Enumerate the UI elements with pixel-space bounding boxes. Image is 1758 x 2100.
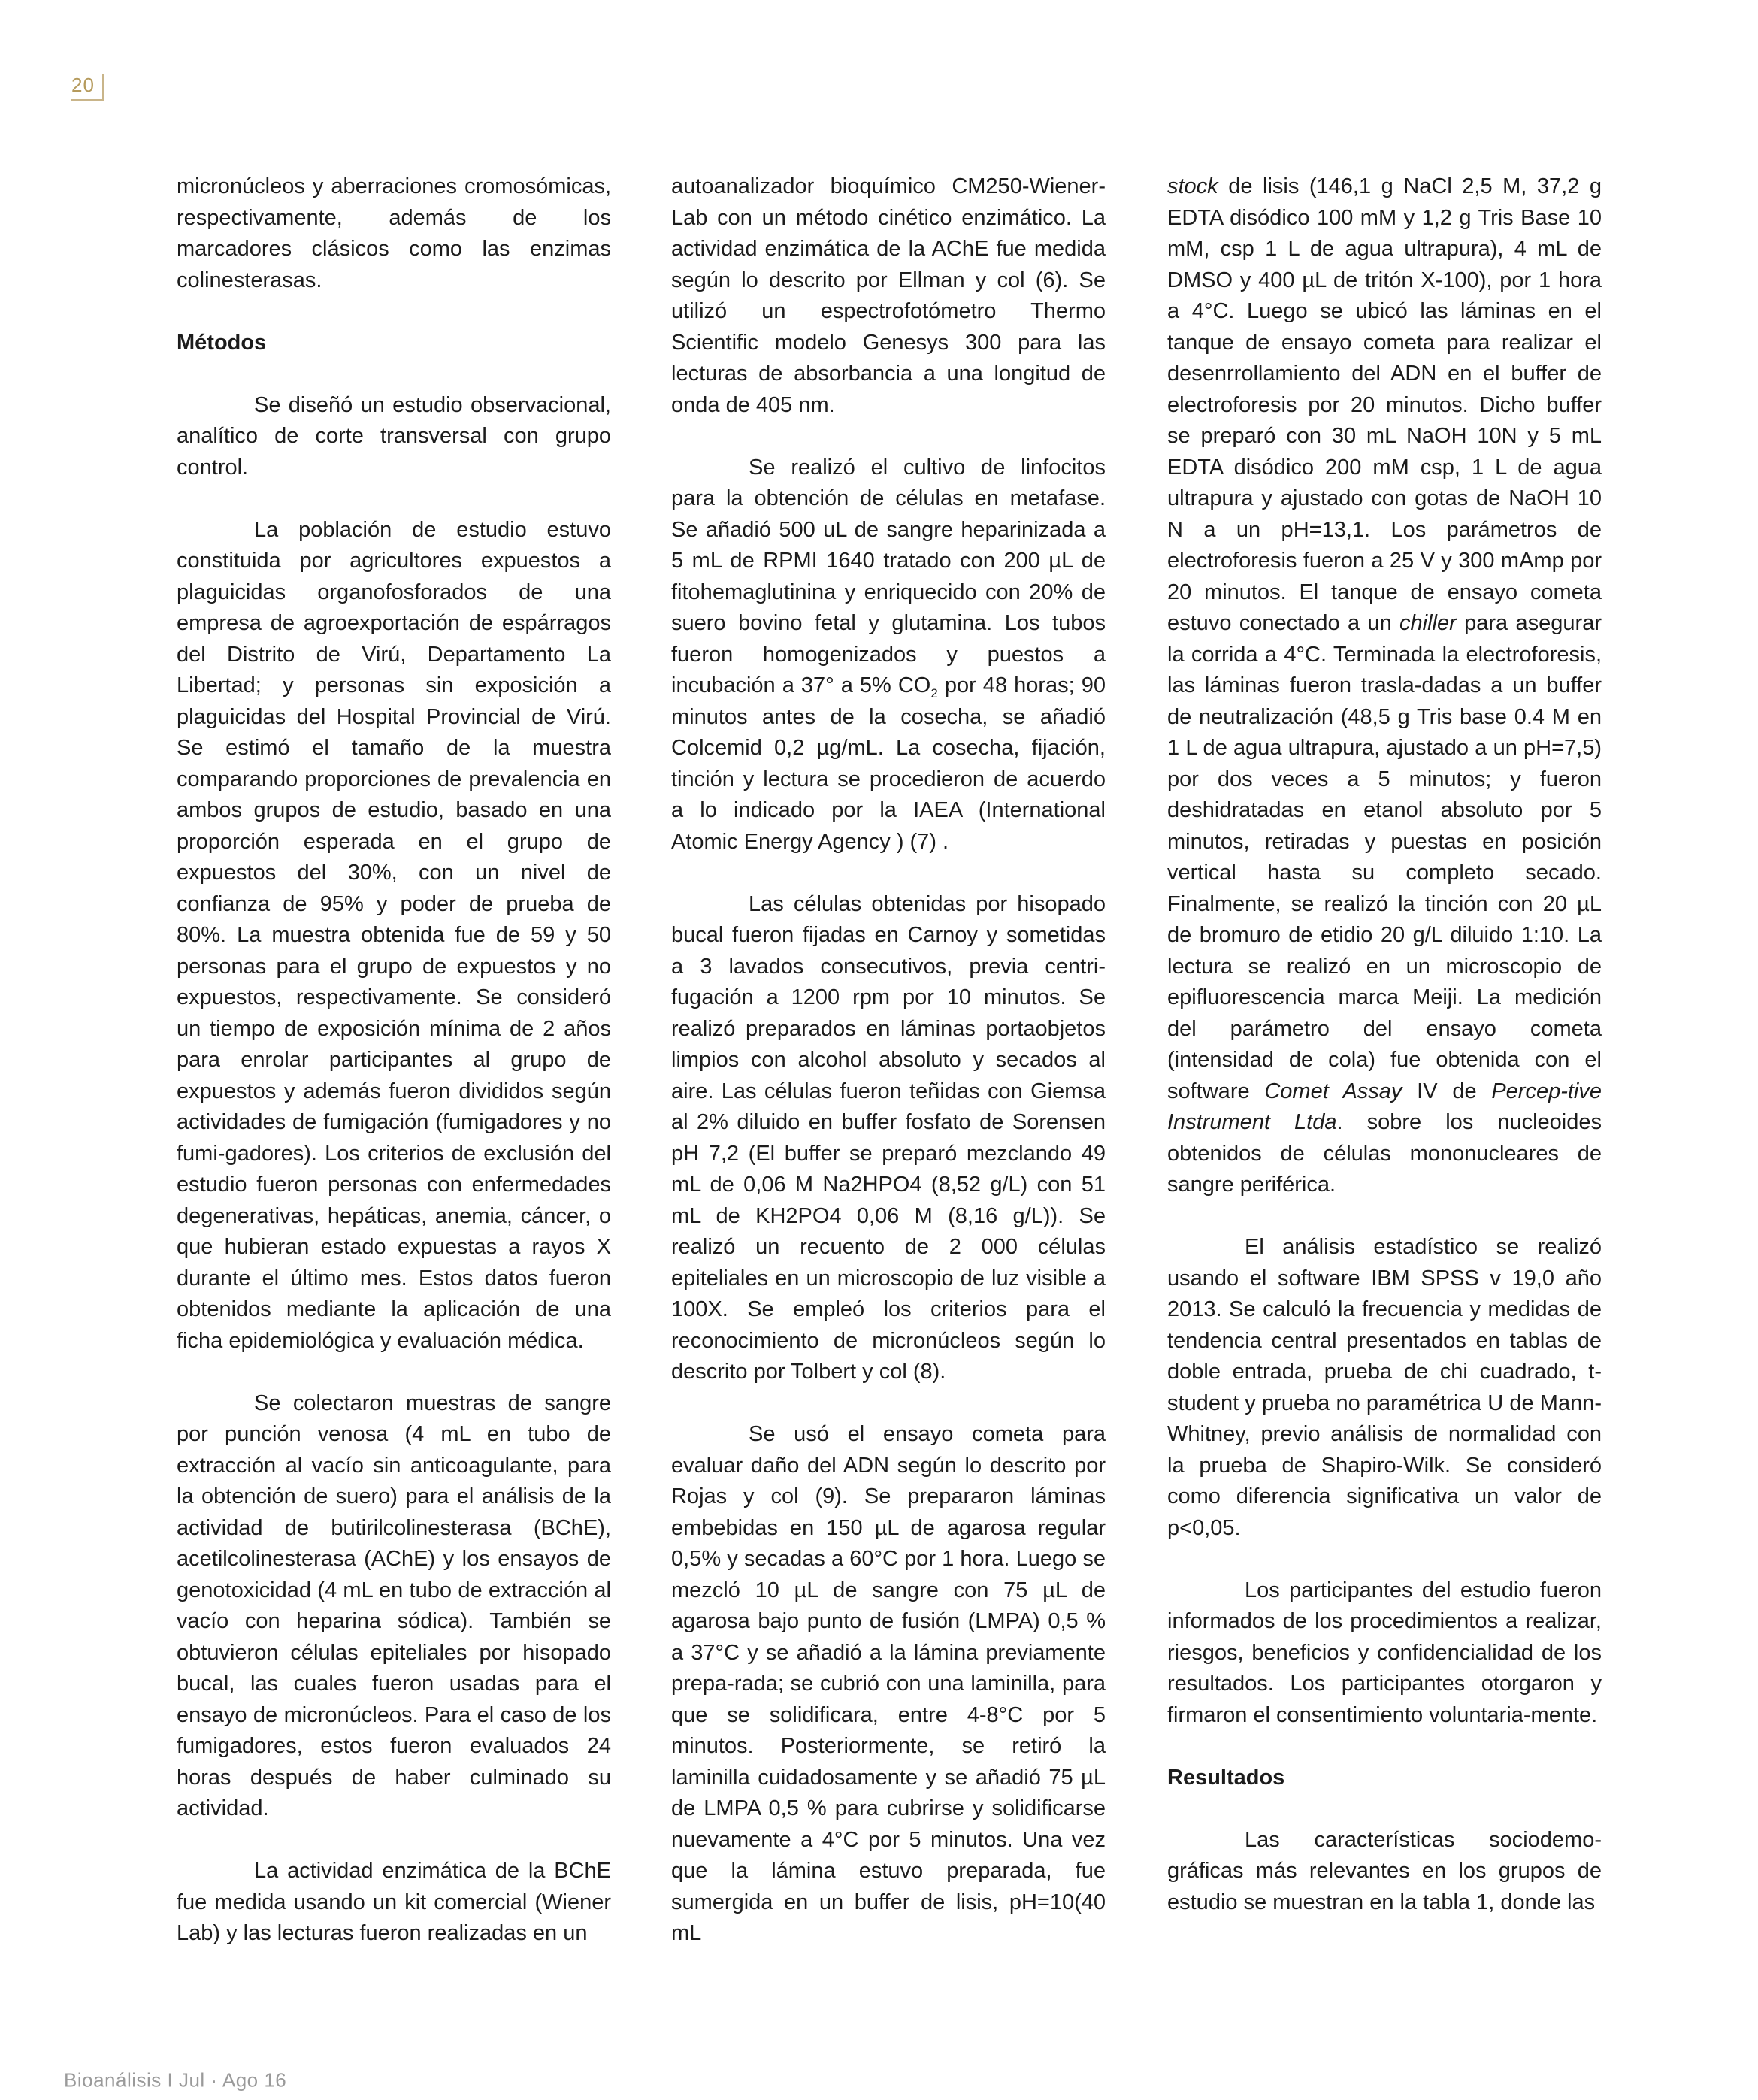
col1-paragraph-4: Se colectaron muestras de sangre por punción venosa (4 mL en tubo de extracción al vacío sin anticoagulante, para la obtención de suero) para el análisis de la actividad de butirilcolinesterasa (BChE), acetilcolinesterasa (AChE) y los ensayos de genotoxicidad (4 mL en tubo de extracción al vacío con heparina sódica). También se obtuvieron células epiteliales por hisopado bucal, las cuales fueron usadas para el ensayo de micronúcleos. Para el caso de los fumigadores, estos fueron evaluados 24 horas después de haber culminado su actividad. [177,1390,611,1820]
col1-paragraph-5: La actividad enzimática de la BChE fue medida usando un kit comercial (Wiener Lab) y las lecturas fueron realizadas en un [177,1859,611,1945]
subscript-2: 2 [930,685,938,701]
col2-paragraph-4: Se usó el ensayo cometa para evaluar daño del ADN según lo descrito por Rojas y col (9). Se prepararon láminas embebidas en 150 µL de agarosa regular 0,5% y secadas a 60°C por 1 hora. Luego se mezcló 10 µL de sangre con 75 µL de agarosa bajo punto de fusión (LMPA) 0,5 % a 37°C y se añadió a la lámina previamente prepa-rada; se cubrió con una laminilla, para que se solidificara, entre 4-8°C por 5 minutos. Posteriormente, se retiró la laminilla cuidadosamente y se añadió 75 µL de LMPA 0,5 % para cubrirse y solidificarse nuevamente a 4°C por 5 minutos. Una vez que la lámina estuvo preparada, fue sumergida en un buffer de lisis, pH=10(40 mL [671,1422,1106,1945]
page-number: 20 [71,74,104,101]
column-3 [1167,171,1602,1918]
heading-methods: Métodos [177,330,267,355]
footer: Bioanálisis I Jul · Ago 16 [64,2068,287,2092]
col3-paragraph-1: stock de lisis (146,1 g NaCl 2,5 M, 37,2 g EDTA disódico 100 mM y 1,2 g Tris Base 10 mM, csp 1 L de agua ultrapura), 4 mL de DMSO y 400 µL de tritón X-100), por 1 hora a 4°C. Luego se ubicó las láminas en el tanque de ensayo cometa para realizar el desenrrollamiento del ADN en el buffer de electroforesis por 20 minutos. Dicho buffer se preparó con 30 mL NaOH 10N y 5 mL EDTA disódico 200 mM csp, 1 L de agua ultrapura y ajustado con gotas de NaOH 10 N a un pH=13,1. Los parámetros de electroforesis fueron a 25 V y 300 mAmp por 20 minutos. El tanque de ensayo cometa estuvo conectado a un chiller para asegurar la corrida a 4°C. Terminada la electroforesis, las láminas fueron trasla-dadas a un buffer de neutralización (48,5 g Tris base 0.4 M en 1 L de agua ultrapura, ajustado a un pH=7,5) por dos veces a 5 minutos; y fueron deshidratadas en etanol absoluto por 5 minutos, retiradas y puestas en posición vertical hasta su completo secado. Finalmente, se realizó la tinción con 20 µL de bromuro de etidio 20 g/L diluido 1:10. La lectura se realizó en un microscopio de epifluorescencia marca Meiji. La medición del parámetro del ensayo cometa (intensidad de cola) fue obtenida con el software Comet Assay IV de Percep-tive Instrument Ltda. sobre los nucleoides obtenidos de células mononucleares de sangre periférica. [1167,174,1602,1197]
heading-results: Resultados [1167,1765,1285,1790]
col1-paragraph-3: La población de estudio estuvo constituida por agricultores expuestos a plaguicidas organofosforados de una empresa de agroexportación de espárragos del Distrito de Virú, Departamento La Libertad; y personas sin exposición a plaguicidas del Hospital Provincial de Virú. Se estimó el tamaño de la muestra comparando proporciones de prevalencia en ambos grupos de estudio, basado en una proporción esperada en el grupo de expuestos del 30%, con un nivel de confianza de 95% y poder de prueba de 80%. La muestra obtenida fue de 59 y 50 personas para el grupo de expuestos y no expuestos, respectivamente. Se consideró un tiempo de exposición mínima de 2 años para enrolar participantes al grupo de expuestos y además fueron divididos según actividades de fumigación (fumigadores y no fumi-gadores). Los criterios de exclusión del estudio fueron personas con enfermedades degenerativas, hepáticas, anemia, cáncer, o que hubieran estado expuestas a rayos X durante el último mes. Estos datos fueron obtenidos mediante la aplicación de una ficha epidemiológica y evaluación médica. [177,517,611,1353]
col3-paragraph-4: Las características sociodemo-gráficas más relevantes en los grupos de estudio se muestran en la tabla 1, donde las [1167,1827,1602,1914]
col2-paragraph-1: autoanalizador bioquímico CM250-Wiener-Lab con un método cinético enzimático. La actividad enzimática de la AChE fue medida según lo descrito por Ellman y col (6). Se utilizó un espectrofotómetro Thermo Scientific modelo Genesys 300 para las lecturas de absorbancia a una longitud de onda de 405 nm. [671,174,1106,417]
column-1 [177,171,611,1950]
col3-paragraph-2: El análisis estadístico se realizó usando el software IBM SPSS v 19,0 año 2013. Se calculó la frecuencia y medidas de tendencia central presentados en tablas de doble entrada, prueba de chi cuadrado, t-student y prueba no paramétrica U de Mann-Whitney, previo análisis de normalidad con la prueba de Shapiro-Wilk. Se consideró como diferencia significativa un valor de p<0,05. [1167,1235,1602,1540]
col1-paragraph-2: Se diseñó un estudio observacional, analítico de corte transversal con grupo control. [177,392,611,480]
col2-paragraph-2: Se realizó el cultivo de linfocitos para la obtención de células en metafase. Se añadió 500 uL de sangre heparinizada a 5 mL de RPMI 1640 tratado con 200 µL de fitohemaglutinina y enriquecido con 20% de suero bovino fetal y glutamina. Los tubos fueron homogenizados y puestos a incubación a 37° a 5% $CO_2$ por 48 horas; 90 minutos antes de la cosecha, se añadió Colcemid 0,2 µg/mL. La cosecha, fijación, tinción y lectura se procedieron de acuerdo a lo indicado por la IAEA (International Atomic Energy Agency ) (7) . [671,455,1106,854]
column-2 [671,171,1106,1950]
col2-paragraph-3: Las células obtenidas por hisopado bucal fueron fijadas en Carnoy y sometidas a 3 lavados consecutivos, previa centri-fugación a 1200 rpm por 10 minutos. Se realizó preparados en láminas portaobjetos limpios con alcohol absoluto y secados al aire. Las células fueron teñidas con Giemsa al 2% diluido en buffer fosfato de Sorensen pH 7,2 (El buffer se preparó mezclando 49 mL de 0,06 M Na2HPO4 (8,52 g/L) con 51 mL de KH2PO4 0,06 M (8,16 g/L)). Se realizó un recuento de 2 000 células epiteliales en un microscopio de luz visible a 100X. Se empleó los criterios para el reconocimiento de micronúcleos según lo descrito por Tolbert y col (8). [671,891,1106,1384]
col1-paragraph-1: micronúcleos y aberraciones cromosómicas, respectivamente, además de los marcadores clásicos como las enzimas colinesterasas. [177,174,611,292]
col3-paragraph-3: Los participantes del estudio fueron informados de los procedimientos a realizar, riesgos, beneficios y confidencialidad de los resultados. Los participantes otorgaron y firmaron el consentimiento voluntaria-mente. [1167,1578,1602,1727]
